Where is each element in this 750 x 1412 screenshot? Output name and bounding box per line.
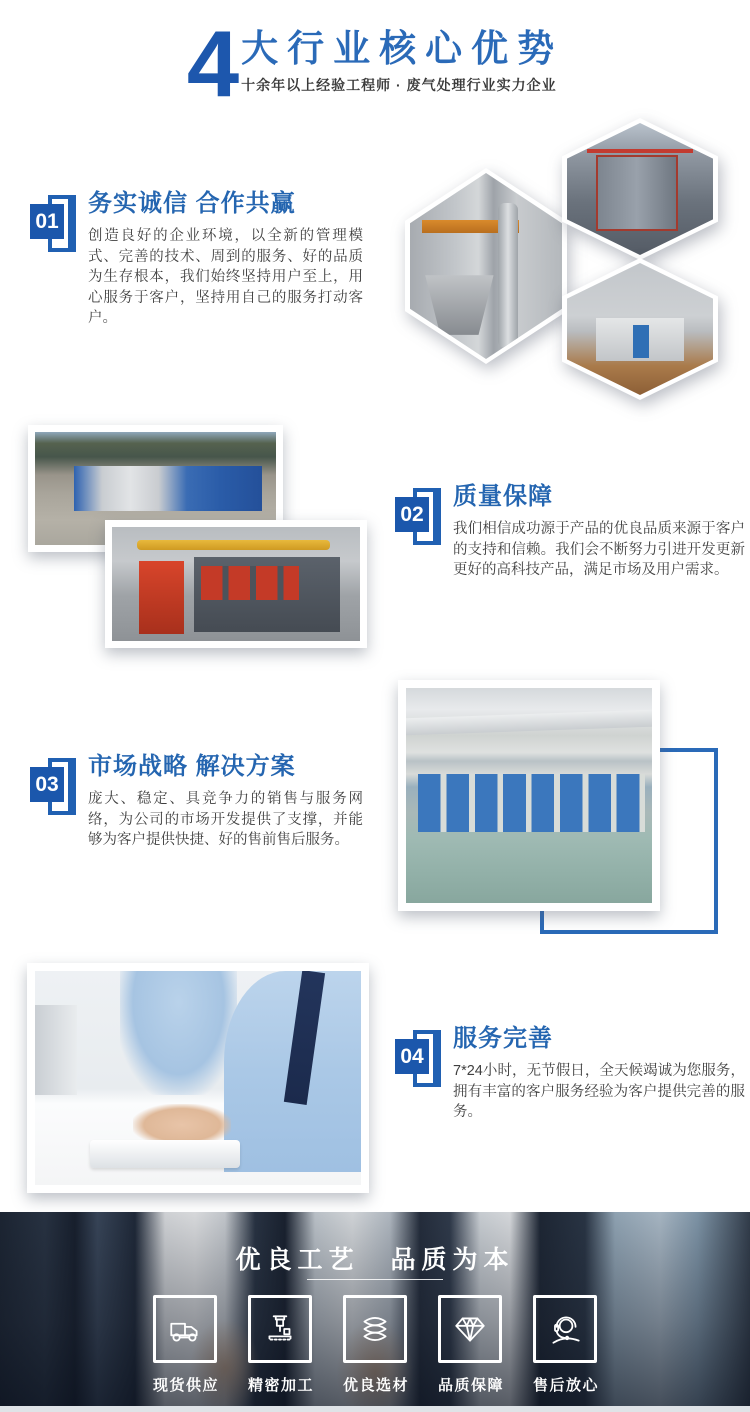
filter-body <box>596 155 678 232</box>
advantage-section-3 <box>30 753 363 851</box>
section-number-badge: 04 <box>395 1039 429 1074</box>
red-furnace <box>139 561 184 634</box>
photo-content <box>35 971 361 1185</box>
feature-box <box>248 1295 312 1363</box>
section-body: 庞大、稳定、具竞争力的销售与服务网络，为公司的市场开发提供了支撑，并能够为客户提供快捷、好的售前售后服务。 <box>88 791 363 848</box>
advantage-section-2 <box>395 483 745 581</box>
footer-title: 优良工艺 品质为本 <box>235 1246 515 1274</box>
headset-icon <box>546 1310 584 1348</box>
divider-line <box>307 1279 443 1280</box>
feature-box <box>153 1295 217 1363</box>
truck-icon <box>166 1310 204 1348</box>
feature-label: 精密加工 <box>248 1377 315 1394</box>
feature-row <box>0 1295 750 1395</box>
next-section-edge <box>0 1406 750 1412</box>
gray-machine <box>194 557 340 632</box>
section-title: 市场战略 解决方案 <box>88 753 296 780</box>
layers-icon <box>356 1310 394 1348</box>
big-number: 4 <box>186 11 240 116</box>
blue-door <box>633 325 649 358</box>
section-body: 创造良好的企业环境，以全新的管理模式、完善的技术、周到的服务、好的品质为生存根本，我们始终坚持用户至上，用心服务于客户，坚持用自己的服务打动客户。 <box>88 228 363 326</box>
advantage-section-1 <box>30 190 363 329</box>
machining-icon <box>261 1310 299 1348</box>
advantage-section-4 <box>395 1025 745 1123</box>
photo-content <box>406 688 652 903</box>
hexagon-photo-dust-collector-pipes <box>405 168 567 364</box>
keyboard-shape <box>90 1140 240 1168</box>
feature-box <box>438 1295 502 1363</box>
red-rail <box>587 149 692 153</box>
hexagon-photo-outdoor-unit <box>562 258 718 400</box>
section-number-badge: 03 <box>30 767 64 802</box>
page-title: 大行业核心优势 <box>241 28 564 69</box>
blue-equipment-row <box>74 466 262 511</box>
page-subtitle: 十余年以上经验工程师 · 废气处理行业实力企业 <box>241 77 557 93</box>
equipment-photo <box>410 173 562 359</box>
monitor-shape <box>35 1005 77 1095</box>
hexagon-border <box>562 118 718 260</box>
section-title: 务实诚信 合作共赢 <box>88 190 296 217</box>
photo-content <box>112 527 360 641</box>
steel-duct <box>498 203 518 348</box>
footer-banner <box>0 1212 750 1412</box>
diamond-icon <box>451 1310 489 1348</box>
section-body: 7*24小时，无节假日，全天候竭诚为您服务，拥有丰富的客户服务经验为客户提供完善的服务。 <box>453 1063 745 1120</box>
yellow-pipe <box>137 540 330 550</box>
hexagon-photo-baghouse <box>562 118 718 260</box>
feature-precision-machining <box>248 1295 315 1395</box>
feature-quality-materials <box>343 1295 410 1395</box>
equipment-photo <box>567 123 713 255</box>
hopper-shape <box>425 275 493 335</box>
feature-label: 现货供应 <box>153 1377 220 1394</box>
feature-label: 优良选材 <box>343 1377 410 1394</box>
photo-catalytic-furnace <box>105 520 367 648</box>
hexagon-border <box>562 258 718 400</box>
photo-customer-service-desk <box>27 963 369 1193</box>
feature-after-sales <box>533 1295 600 1395</box>
feature-box <box>533 1295 597 1363</box>
feature-quality-assurance <box>438 1295 505 1395</box>
feature-stock-supply <box>153 1295 220 1395</box>
section-title: 质量保障 <box>453 483 553 510</box>
section-number-badge: 02 <box>395 497 429 532</box>
blue-panels <box>418 774 644 832</box>
feature-box <box>343 1295 407 1363</box>
section-number-badge: 01 <box>30 204 64 239</box>
feature-label: 售后放心 <box>533 1377 600 1394</box>
section-title: 服务完善 <box>453 1025 553 1052</box>
operator-figure <box>120 971 237 1095</box>
red-panels <box>201 566 299 601</box>
equipment-photo <box>567 263 713 395</box>
page-header <box>0 11 750 116</box>
ceiling-beam <box>406 710 652 736</box>
feature-label: 品质保障 <box>438 1377 505 1394</box>
photo-workshop-spray-booth <box>398 680 660 911</box>
section-body: 我们相信成功源于产品的优良品质来源于客户的支持和信赖。我们会不断努力引进开发更新更好的高科技产品，满足市场及用户需求。 <box>453 521 745 578</box>
hexagon-border <box>405 168 567 364</box>
header-text-group <box>241 26 563 95</box>
